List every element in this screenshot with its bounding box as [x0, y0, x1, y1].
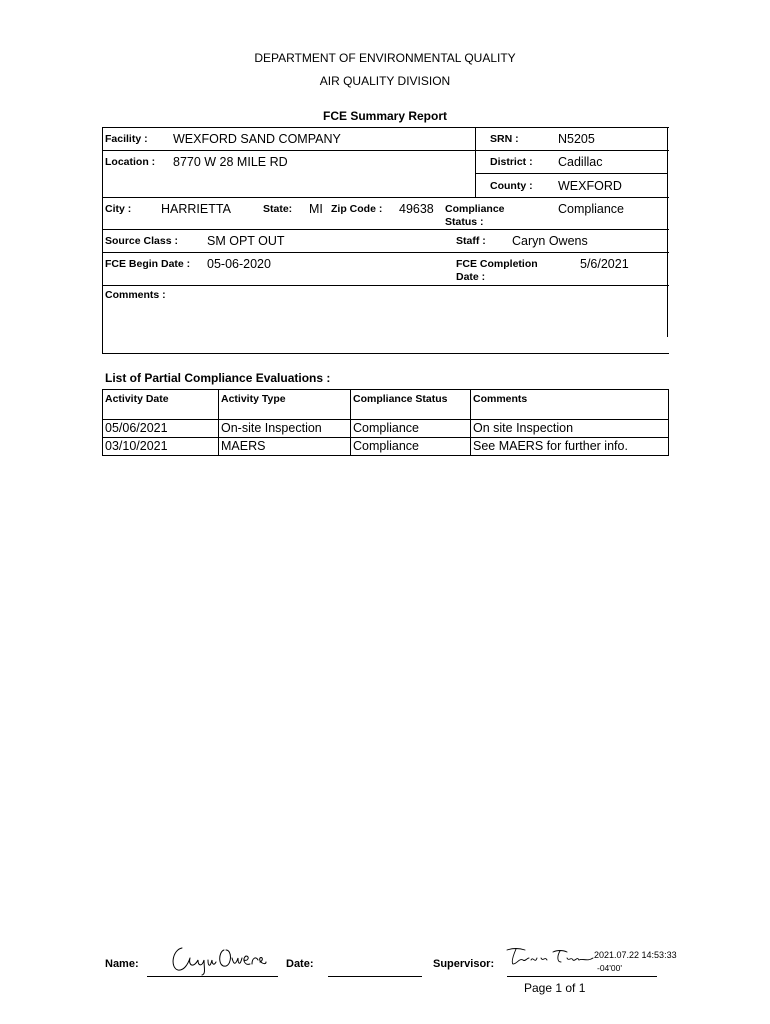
date-line	[328, 976, 422, 977]
state-value: MI	[309, 202, 323, 216]
date-label: Date:	[286, 958, 314, 970]
supervisor-signature	[505, 944, 597, 968]
supervisor-label: Supervisor:	[433, 958, 495, 970]
compliance-status-cell: Compliance	[351, 438, 471, 456]
row-divider-county	[475, 173, 668, 174]
source-class-label: Source Class :	[105, 235, 178, 247]
zip-label: Zip Code :	[331, 203, 383, 215]
county-label: County :	[490, 180, 533, 192]
division-heading: AIR QUALITY DIVISION	[319, 74, 451, 88]
box-top-border	[102, 127, 669, 128]
supervisor-signature-line	[507, 976, 657, 977]
table-row	[103, 438, 669, 456]
facility-label: Facility :	[105, 133, 148, 145]
staff-value: Caryn Owens	[512, 234, 588, 248]
table-row	[103, 420, 669, 438]
fce-begin-label: FCE Begin Date :	[105, 258, 191, 270]
staff-label: Staff :	[456, 235, 486, 247]
state-label: State:	[263, 203, 293, 215]
zip-value: 49638	[399, 202, 434, 216]
activity-type-cell: On-site Inspection	[219, 420, 351, 438]
name-signature	[168, 940, 268, 976]
row-divider-2	[102, 197, 669, 198]
fce-begin-value: 05-06-2020	[207, 257, 271, 271]
page-number: Page 1 of 1	[524, 981, 586, 995]
activity-type-cell: MAERS	[219, 438, 351, 456]
row-divider-3	[102, 229, 669, 230]
box-bottom-border	[102, 353, 669, 354]
row-divider-5	[102, 285, 669, 286]
comments-label: Comments :	[105, 289, 166, 301]
row-divider-4	[102, 252, 669, 253]
source-class-value: SM OPT OUT	[207, 234, 285, 248]
location-label: Location :	[105, 156, 156, 168]
city-label: City :	[105, 203, 132, 215]
name-signature-line	[147, 976, 278, 977]
srn-label: SRN :	[490, 133, 519, 145]
compliance-status-cell: Compliance	[351, 420, 471, 438]
fce-completion-label: FCE Completion	[456, 258, 538, 270]
compliance-status-value: Compliance	[558, 202, 625, 216]
county-value: WEXFORD	[558, 179, 622, 193]
column-header-activity-date: Activity Date	[103, 390, 219, 420]
column-header-comments: Comments	[471, 390, 669, 420]
box-left-border	[102, 127, 103, 354]
department-heading: DEPARTMENT OF ENVIRONMENTAL QUALITY	[254, 51, 516, 65]
report-title: FCE Summary Report	[322, 109, 448, 123]
activity-date-cell: 03/10/2021	[103, 438, 219, 456]
pce-table	[102, 389, 669, 456]
srn-value: N5205	[558, 132, 595, 146]
location-value: 8770 W 28 MILE RD	[173, 155, 288, 169]
compliance-status-label: Compliance	[445, 203, 505, 215]
city-value: HARRIETTA	[161, 202, 231, 216]
compliance-status-label-2: Status :	[445, 216, 484, 228]
signature-timestamp: 2021.07.22 14:53:33	[594, 950, 677, 960]
district-value: Cadillac	[558, 155, 603, 169]
pce-header-row	[103, 390, 669, 420]
column-header-compliance-status: Compliance Status	[351, 390, 471, 420]
fce-completion-label-2: Date :	[456, 271, 486, 283]
column-header-activity-type: Activity Type	[219, 390, 351, 420]
box-right-border	[667, 127, 668, 337]
district-label: District :	[490, 156, 533, 168]
signature-timezone: -04'00'	[597, 963, 622, 973]
row-divider-1	[102, 150, 669, 151]
pce-list-title: List of Partial Compliance Evaluations :	[105, 371, 331, 385]
activity-date-cell: 05/06/2021	[103, 420, 219, 438]
name-label: Name:	[105, 958, 139, 970]
box-column-divider	[475, 127, 476, 197]
fce-completion-value: 5/6/2021	[580, 257, 629, 271]
facility-value: WEXFORD SAND COMPANY	[173, 132, 341, 146]
comments-cell: On site Inspection	[471, 420, 669, 438]
comments-cell: See MAERS for further info.	[471, 438, 669, 456]
